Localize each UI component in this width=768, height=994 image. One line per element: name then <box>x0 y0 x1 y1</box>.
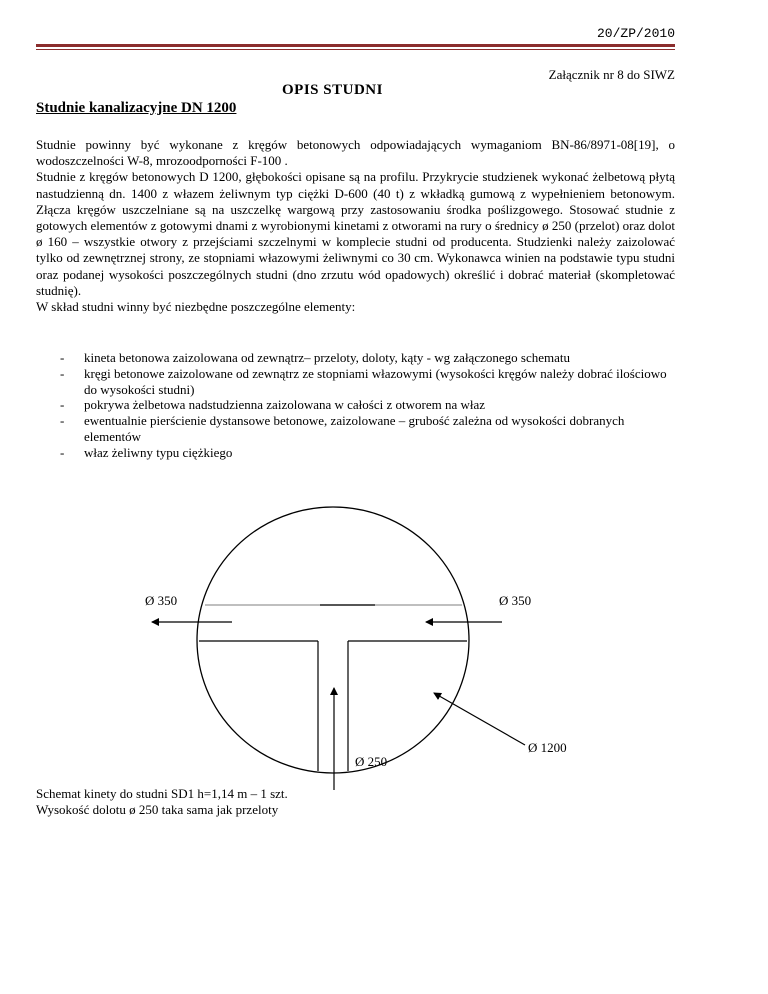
annex-label: Załącznik nr 8 do SIWZ <box>548 67 675 82</box>
section-subtitle: Studnie kanalizacyjne DN 1200 <box>36 100 237 116</box>
paragraph: Studnie powinny być wykonane z kręgów betonowych odpowiadających wymaganiom BN-86/8971-08[19], o wodoszczelności W-8, mrozoodporności F-100 . <box>36 137 675 169</box>
label-right-inlet: Ø 350 <box>499 593 532 608</box>
body-text <box>36 137 675 315</box>
caption-line: Schemat kinety do studni SD1 h=1,14 m – 1 szt. <box>36 786 288 801</box>
document-reference: 20/ZP/2010 <box>596 26 675 41</box>
paragraph: W skład studni winny być niezbędne poszczególne elementy: <box>36 299 356 315</box>
label-bottom-inlet: Ø 250 <box>355 754 388 769</box>
elements-list <box>36 350 675 461</box>
label-left-outlet: Ø 350 <box>145 593 178 608</box>
label-well-diameter: Ø 1200 <box>528 740 567 755</box>
diameter-arrow <box>434 693 525 745</box>
page-title: OPIS STUDNI <box>282 82 383 98</box>
header-rule-thick <box>36 44 675 47</box>
list-item: - kręgi betonowe zaizolowane od zewnątrz ze stopniami włazowymi (wysokości kręgów należy dobrać ilościowo do wysokości studni) <box>36 366 675 398</box>
list-item: - kineta betonowa zaizolowana od zewnątrz– przeloty, doloty, kąty - wg załączonego schematu <box>36 350 675 366</box>
list-item: - pokrywa żelbetowa nadstudzienna zaizolowana w całości z otworem na właz <box>36 397 675 413</box>
list-item: - właz żeliwny typu ciężkiego <box>36 445 675 461</box>
list-item: - ewentualnie pierścienie dystansowe betonowe, zaizolowane – grubość zależna od wysokości dobranych elementów <box>36 413 675 445</box>
diagram-caption <box>36 786 288 818</box>
kineta-diagram <box>0 490 768 790</box>
header-rule-thin <box>36 49 675 50</box>
well-outline <box>197 507 469 773</box>
caption-line: Wysokość dolotu ø 250 taka sama jak przeloty <box>36 802 279 817</box>
paragraph: Studnie z kręgów betonowych D 1200, głębokości opisane są na profilu. Przykrycie studzienek wykonać żelbetową płytą nastudzienną dn. 1400 z włazem żeliwnym typ ciężki D-600 (40 t) z wkładką gumową z wypełnieniem betonowym. Złącza kręgów uszczelniane są na uszczelkę wargową przy zastosowaniu środka poślizgowego. Stosować studnie z gotowych elementów z gotowymi dnami z wyrobionymi kinetami z otworami na rury o średnicy ø 250 (przelot) oraz dolot ø 160 – wszystkie otwory z przejściami szczelnymi w komplecie studni od producenta. Studzienki należy zaizolować tylko od zewnętrznej strony, ze stopniami włazowymi żeliwnymi co 30 cm. Wykonawca winien na podstawie typu studni oraz podanej wysokości poszczególnych studni (dno zrzutu wód opadowych) określić i dobrać materiał (skompletować studnię). <box>36 169 676 298</box>
